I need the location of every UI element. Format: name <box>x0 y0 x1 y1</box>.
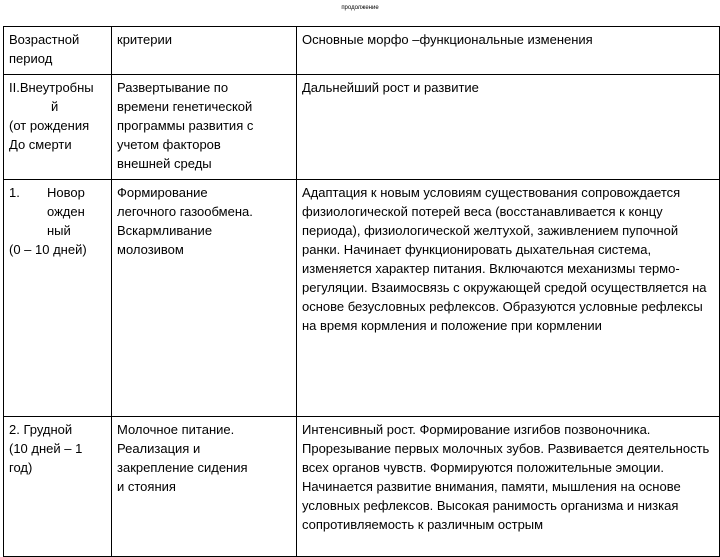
table-row <box>4 417 720 557</box>
criteria-line3: Вскармливание <box>117 223 213 238</box>
period-newborn-first-line <box>9 183 107 202</box>
period-number: 1. <box>9 185 20 200</box>
criteria-line3: программы развития с <box>117 118 254 133</box>
header-changes: Основные морфо –функциональные изменения <box>297 27 720 75</box>
criteria-line2: легочного газообмена. <box>117 204 253 219</box>
row-criteria-infant <box>112 417 297 557</box>
period-line1: 2. Грудной <box>9 422 73 437</box>
period-word-part1: Новор <box>47 185 85 200</box>
criteria-line1: Развертывание по <box>117 80 229 95</box>
row-period-extrauterine <box>4 75 112 180</box>
criteria-line2: Реализация и <box>117 441 201 456</box>
criteria-line1: Формирование <box>117 185 208 200</box>
criteria-line2: времени генетической <box>117 99 253 114</box>
criteria-line4: учетом факторов <box>117 137 221 152</box>
period-word-part2: ожден <box>47 204 85 219</box>
period-line2: (10 дней – 1 <box>9 441 83 456</box>
period-line2: й <box>51 99 59 114</box>
criteria-line1: Молочное питание. <box>117 422 235 437</box>
row-criteria-extrauterine <box>112 75 297 180</box>
age-periods-table <box>3 26 720 557</box>
criteria-line5: внешней среды <box>117 156 212 171</box>
table-row <box>4 180 720 417</box>
header-age-period <box>4 27 112 75</box>
period-line3: год) <box>9 460 33 475</box>
criteria-line3: закрепление сидения <box>117 460 248 475</box>
row-changes-newborn: Адаптация к новым условиям существования сопровождается физиологической потерей веса (восстанавливается к концу периода), физиологической желтухой, заживлением пупочной ранки. Начинает функционировать дыхательная система, изменяется характер питания. Включаются механизмы термо-регуляции. Взаимосвязь с окружающей средой осуществляется на основе безусловных рефлексов. Образуются условные рефлексы на время кормления и положение при кормлении <box>297 180 720 417</box>
header-age-period-line2: период <box>9 51 53 66</box>
row-criteria-newborn <box>112 180 297 417</box>
header-age-period-line1: Возрастной <box>9 32 80 47</box>
row-changes-extrauterine: Дальнейший рост и развитие <box>297 75 720 180</box>
row-period-newborn <box>4 180 112 417</box>
table-header-row <box>4 27 720 75</box>
continuation-note: продолжение <box>341 5 379 11</box>
criteria-line4: молозивом <box>117 242 184 257</box>
period-line1: II.Внеутробны <box>9 80 94 95</box>
criteria-line4: и стояния <box>117 479 176 494</box>
row-changes-infant: Интенсивный рост. Формирование изгибов позвоночника. Прорезывание первых молочных зубов. Развивается деятельность всех органов чувств. Формируются положительные эмоции. Начинается развитие внимания, памяти, мышления на основе условных рефлексов. Высокая ранимость организма и низкая сопротивляемость к различным острым <box>297 417 720 557</box>
header-criteria: критерии <box>112 27 297 75</box>
period-line3: (от рождения <box>9 118 90 133</box>
table-row <box>4 75 720 180</box>
period-line4: До смерти <box>9 137 72 152</box>
row-period-infant <box>4 417 112 557</box>
period-range: (0 – 10 дней) <box>9 242 87 257</box>
period-word-part3: ный <box>47 223 71 238</box>
